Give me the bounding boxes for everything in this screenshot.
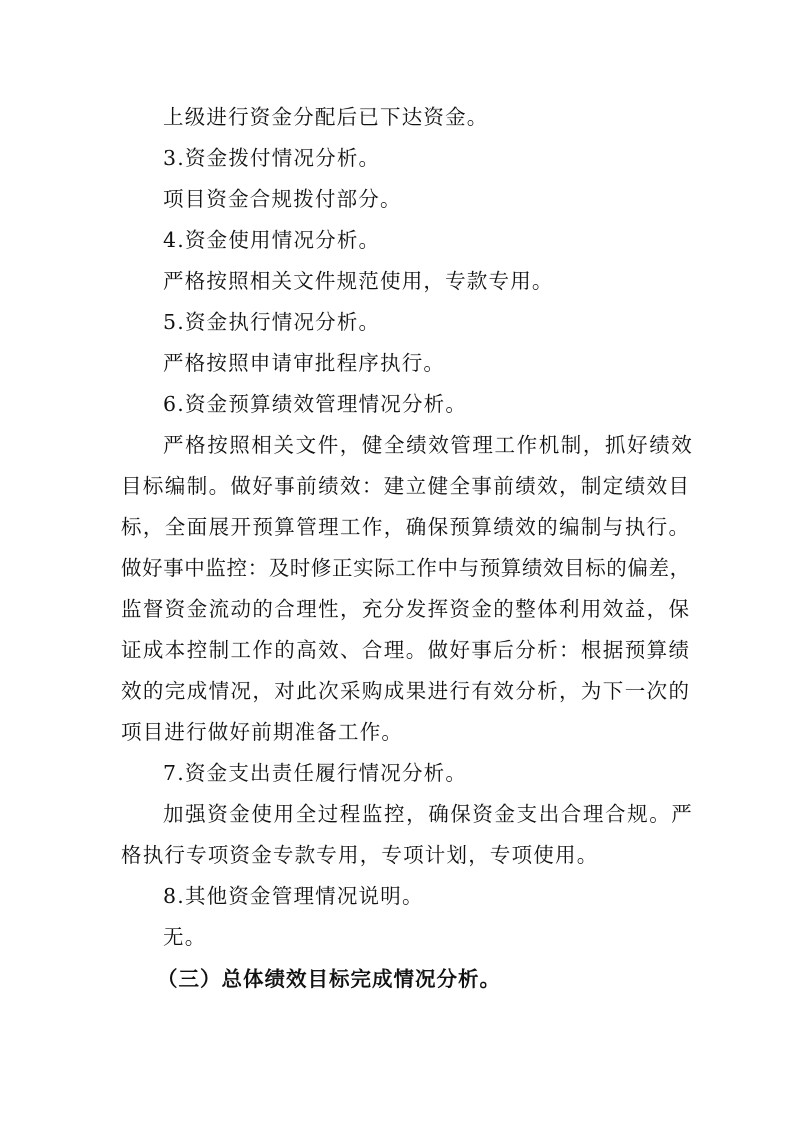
paragraph-line: 证成本控制工作的高效、合理。做好事后分析：根据预算绩: [121, 638, 691, 662]
section-heading: （三）总体绩效目标完成情况分析。: [157, 967, 501, 991]
paragraph-line: 无。: [163, 925, 207, 949]
paragraph-line: 效的完成情况，对此次采购成果进行有效分析，为下一次的: [121, 679, 691, 703]
paragraph-line: 上级进行资金分配后已下达资金。: [163, 105, 489, 129]
paragraph-line: 项目进行做好前期准备工作。: [121, 720, 404, 744]
subsection-title-8: 8.其他资金管理情况说明。: [163, 884, 424, 908]
paragraph-line: 标，全面展开预算管理工作，确保预算绩效的编制与执行。: [121, 515, 691, 539]
paragraph-line: 目标编制。做好事前绩效：建立健全事前绩效，制定绩效目: [121, 474, 691, 498]
paragraph-line: 严格按照申请审批程序执行。: [163, 351, 446, 375]
subsection-title-7: 7.资金支出责任履行情况分析。: [163, 761, 468, 785]
paragraph-line: 加强资金使用全过程监控，确保资金支出合理合规。严: [163, 802, 694, 826]
paragraph-line: 项目资金合规拨付部分。: [163, 187, 402, 211]
paragraph-line: 严格按照相关文件规范使用，专款专用。: [163, 269, 554, 293]
subsection-title-3: 3.资金拨付情况分析。: [163, 146, 381, 170]
subsection-title-6: 6.资金预算绩效管理情况分析。: [163, 392, 468, 416]
paragraph-line: 做好事中监控：及时修正实际工作中与预算绩效目标的偏差，: [121, 556, 691, 580]
subsection-title-5: 5.资金执行情况分析。: [163, 310, 381, 334]
paragraph-line: 严格按照相关文件，健全绩效管理工作机制，抓好绩效: [163, 433, 694, 457]
paragraph-line: 监督资金流动的合理性，充分发挥资金的整体利用效益，保: [121, 597, 691, 621]
paragraph-line: 格执行专项资金专款专用，专项计划，专项使用。: [121, 843, 599, 867]
subsection-title-4: 4.资金使用情况分析。: [163, 228, 381, 252]
